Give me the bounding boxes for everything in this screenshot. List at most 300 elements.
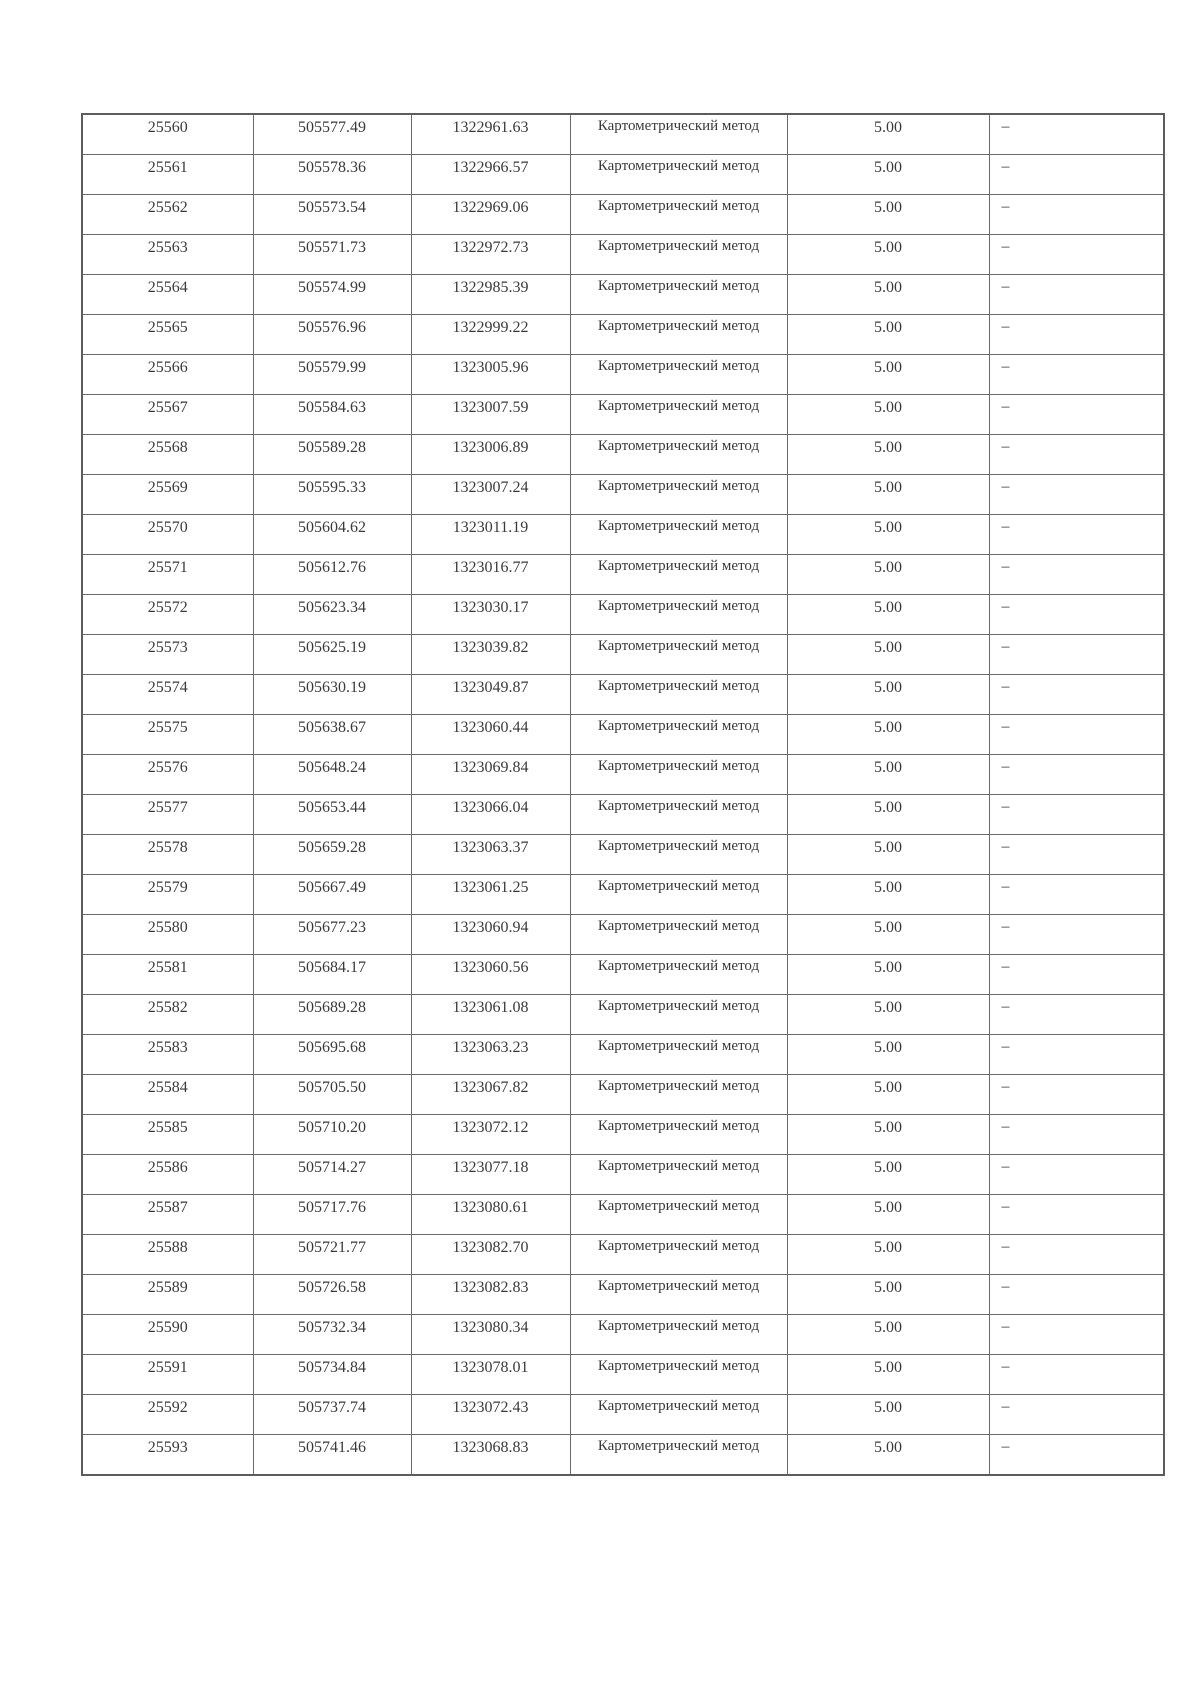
table-row <box>82 795 1164 835</box>
point-number-cell <box>82 635 253 675</box>
note-cell <box>989 955 1164 995</box>
x-coordinate-text: 505571.73 <box>298 239 366 256</box>
note-cell <box>989 1035 1164 1075</box>
accuracy-value-text: 5.00 <box>874 919 902 936</box>
accuracy-value-cell <box>787 114 989 155</box>
table-row <box>82 355 1164 395</box>
x-coordinate-cell <box>253 1155 411 1195</box>
y-coordinate-text: 1323060.44 <box>452 719 529 736</box>
x-coordinate-text: 505612.76 <box>298 559 366 576</box>
accuracy-value-text: 5.00 <box>874 159 902 176</box>
note-text: – <box>1001 278 1010 295</box>
table-row <box>82 955 1164 995</box>
method-text: Картометрический метод <box>597 1438 760 1454</box>
note-cell <box>989 1155 1164 1195</box>
point-number-cell <box>82 875 253 915</box>
method-text: Картометрический метод <box>597 1398 760 1414</box>
x-coordinate-cell <box>253 435 411 475</box>
x-coordinate-text: 505623.34 <box>298 599 366 616</box>
y-coordinate-cell <box>411 1435 570 1476</box>
table-row <box>82 1275 1164 1315</box>
accuracy-value-cell <box>787 1155 989 1195</box>
y-coordinate-text: 1323072.12 <box>452 1119 529 1136</box>
accuracy-value-text: 5.00 <box>874 399 902 416</box>
point-number-text: 25577 <box>147 799 188 816</box>
method-text: Картометрический метод <box>597 478 760 494</box>
method-text: Картометрический метод <box>597 1158 760 1174</box>
accuracy-value-text: 5.00 <box>874 719 902 736</box>
point-number-text: 25591 <box>147 1359 188 1376</box>
accuracy-value-text: 5.00 <box>874 239 902 256</box>
accuracy-value-text: 5.00 <box>874 799 902 816</box>
x-coordinate-text: 505726.58 <box>298 1279 366 1296</box>
method-cell <box>570 875 787 915</box>
x-coordinate-text: 505589.28 <box>298 439 366 456</box>
x-coordinate-text: 505630.19 <box>298 679 366 696</box>
y-coordinate-cell <box>411 195 570 235</box>
table-row <box>82 595 1164 635</box>
method-cell <box>570 555 787 595</box>
table-row <box>82 114 1164 155</box>
method-cell <box>570 715 787 755</box>
point-number-text: 25571 <box>147 559 188 576</box>
accuracy-value-text: 5.00 <box>874 679 902 696</box>
y-coordinate-cell <box>411 1315 570 1355</box>
accuracy-value-cell <box>787 355 989 395</box>
table-row <box>82 1075 1164 1115</box>
x-coordinate-text: 505659.28 <box>298 839 366 856</box>
y-coordinate-cell <box>411 835 570 875</box>
note-text: – <box>1001 1038 1010 1055</box>
table-row <box>82 275 1164 315</box>
point-number-cell <box>82 755 253 795</box>
note-cell <box>989 755 1164 795</box>
method-cell <box>570 1155 787 1195</box>
method-cell <box>570 1395 787 1435</box>
table-row <box>82 995 1164 1035</box>
note-text: – <box>1001 998 1010 1015</box>
point-number-text: 25588 <box>147 1239 188 1256</box>
x-coordinate-text: 505677.23 <box>298 919 366 936</box>
note-text: – <box>1001 798 1010 815</box>
x-coordinate-cell <box>253 315 411 355</box>
method-text: Картометрический метод <box>597 1238 760 1254</box>
point-number-cell <box>82 1355 253 1395</box>
point-number-cell <box>82 955 253 995</box>
method-text: Картометрический метод <box>597 1358 760 1374</box>
accuracy-value-cell <box>787 715 989 755</box>
accuracy-value-text: 5.00 <box>874 839 902 856</box>
y-coordinate-text: 1323072.43 <box>452 1399 529 1416</box>
accuracy-value-cell <box>787 955 989 995</box>
x-coordinate-text: 505578.36 <box>298 159 366 176</box>
point-number-text: 25566 <box>147 359 188 376</box>
point-number-cell <box>82 435 253 475</box>
x-coordinate-text: 505638.67 <box>298 719 366 736</box>
method-cell <box>570 195 787 235</box>
y-coordinate-cell <box>411 875 570 915</box>
point-number-cell <box>82 995 253 1035</box>
table-row <box>82 635 1164 675</box>
note-text: – <box>1001 518 1010 535</box>
note-text: – <box>1001 438 1010 455</box>
table-row <box>82 1155 1164 1195</box>
point-number-cell <box>82 1395 253 1435</box>
accuracy-value-cell <box>787 1315 989 1355</box>
accuracy-value-text: 5.00 <box>874 519 902 536</box>
y-coordinate-cell <box>411 755 570 795</box>
y-coordinate-cell <box>411 1195 570 1235</box>
method-cell <box>570 475 787 515</box>
note-cell <box>989 1275 1164 1315</box>
method-text: Картометрический метод <box>597 1038 760 1054</box>
y-coordinate-cell <box>411 1355 570 1395</box>
point-number-cell <box>82 515 253 555</box>
y-coordinate-cell <box>411 114 570 155</box>
y-coordinate-cell <box>411 435 570 475</box>
point-number-text: 25578 <box>147 839 188 856</box>
y-coordinate-cell <box>411 595 570 635</box>
method-cell <box>570 1195 787 1235</box>
y-coordinate-text: 1323011.19 <box>452 519 529 536</box>
method-cell <box>570 235 787 275</box>
note-cell <box>989 355 1164 395</box>
x-coordinate-cell <box>253 114 411 155</box>
x-coordinate-text: 505741.46 <box>298 1439 366 1456</box>
accuracy-value-cell <box>787 235 989 275</box>
note-text: – <box>1001 1078 1010 1095</box>
y-coordinate-text: 1323082.70 <box>452 1239 529 1256</box>
method-text: Картометрический метод <box>597 558 760 574</box>
x-coordinate-text: 505684.17 <box>298 959 366 976</box>
x-coordinate-cell <box>253 1435 411 1476</box>
table-row <box>82 315 1164 355</box>
x-coordinate-text: 505584.63 <box>298 399 366 416</box>
accuracy-value-cell <box>787 435 989 475</box>
method-cell <box>570 395 787 435</box>
y-coordinate-text: 1322969.06 <box>452 199 529 216</box>
x-coordinate-cell <box>253 1395 411 1435</box>
method-text: Картометрический метод <box>597 678 760 694</box>
table-row <box>82 835 1164 875</box>
method-cell <box>570 675 787 715</box>
method-cell <box>570 114 787 155</box>
point-number-text: 25562 <box>147 199 188 216</box>
point-number-cell <box>82 835 253 875</box>
accuracy-value-cell <box>787 195 989 235</box>
x-coordinate-cell <box>253 1075 411 1115</box>
note-text: – <box>1001 158 1010 175</box>
point-number-cell <box>82 1035 253 1075</box>
y-coordinate-cell <box>411 1115 570 1155</box>
x-coordinate-text: 505653.44 <box>298 799 366 816</box>
y-coordinate-cell <box>411 915 570 955</box>
method-cell <box>570 1355 787 1395</box>
point-number-text: 25568 <box>147 439 188 456</box>
note-cell <box>989 915 1164 955</box>
accuracy-value-text: 5.00 <box>874 1159 902 1176</box>
table-row <box>82 1355 1164 1395</box>
y-coordinate-text: 1323069.84 <box>452 759 529 776</box>
method-text: Картометрический метод <box>597 1078 760 1094</box>
method-text: Картометрический метод <box>597 1278 760 1294</box>
note-cell <box>989 395 1164 435</box>
note-cell <box>989 155 1164 195</box>
accuracy-value-cell <box>787 1355 989 1395</box>
x-coordinate-text: 505574.99 <box>298 279 366 296</box>
x-coordinate-cell <box>253 475 411 515</box>
note-cell <box>989 1315 1164 1355</box>
method-text: Картометрический метод <box>597 318 760 334</box>
point-number-text: 25576 <box>147 759 188 776</box>
accuracy-value-text: 5.00 <box>874 119 902 136</box>
note-text: – <box>1001 638 1010 655</box>
point-number-text: 25582 <box>147 999 188 1016</box>
point-number-cell <box>82 1075 253 1115</box>
point-number-cell <box>82 275 253 315</box>
point-number-text: 25574 <box>147 679 188 696</box>
note-text: – <box>1001 1158 1010 1175</box>
y-coordinate-text: 1323060.94 <box>452 919 529 936</box>
y-coordinate-text: 1322985.39 <box>452 279 529 296</box>
x-coordinate-cell <box>253 235 411 275</box>
table-row <box>82 675 1164 715</box>
y-coordinate-text: 1323078.01 <box>452 1359 529 1376</box>
accuracy-value-cell <box>787 275 989 315</box>
method-cell <box>570 1115 787 1155</box>
method-text: Картометрический метод <box>597 1118 760 1134</box>
point-number-text: 25564 <box>147 279 188 296</box>
table-row <box>82 755 1164 795</box>
note-text: – <box>1001 1318 1010 1335</box>
x-coordinate-text: 505573.54 <box>298 199 366 216</box>
x-coordinate-text: 505732.34 <box>298 1319 366 1336</box>
method-cell <box>570 435 787 475</box>
note-text: – <box>1001 1238 1010 1255</box>
accuracy-value-text: 5.00 <box>874 1119 902 1136</box>
accuracy-value-cell <box>787 1035 989 1075</box>
x-coordinate-cell <box>253 755 411 795</box>
x-coordinate-cell <box>253 915 411 955</box>
note-text: – <box>1001 1278 1010 1295</box>
accuracy-value-cell <box>787 875 989 915</box>
x-coordinate-cell <box>253 835 411 875</box>
method-cell <box>570 915 787 955</box>
accuracy-value-text: 5.00 <box>874 359 902 376</box>
note-cell <box>989 1355 1164 1395</box>
method-text: Картометрический метод <box>597 358 760 374</box>
table-row <box>82 875 1164 915</box>
accuracy-value-cell <box>787 1235 989 1275</box>
note-text: – <box>1001 358 1010 375</box>
accuracy-value-cell <box>787 835 989 875</box>
point-number-text: 25567 <box>147 399 188 416</box>
y-coordinate-text: 1322999.22 <box>452 319 529 336</box>
y-coordinate-cell <box>411 315 570 355</box>
point-number-cell <box>82 475 253 515</box>
x-coordinate-text: 505576.96 <box>298 319 366 336</box>
accuracy-value-text: 5.00 <box>874 1199 902 1216</box>
note-cell <box>989 515 1164 555</box>
note-cell <box>989 595 1164 635</box>
accuracy-value-text: 5.00 <box>874 279 902 296</box>
method-cell <box>570 835 787 875</box>
table-row <box>82 1235 1164 1275</box>
note-cell <box>989 1435 1164 1476</box>
accuracy-value-text: 5.00 <box>874 959 902 976</box>
note-text: – <box>1001 598 1010 615</box>
method-text: Картометрический метод <box>597 398 760 414</box>
accuracy-value-text: 5.00 <box>874 1279 902 1296</box>
x-coordinate-text: 505710.20 <box>298 1119 366 1136</box>
y-coordinate-text: 1323039.82 <box>452 639 529 656</box>
method-cell <box>570 955 787 995</box>
x-coordinate-cell <box>253 1035 411 1075</box>
y-coordinate-cell <box>411 155 570 195</box>
point-number-text: 25565 <box>147 319 188 336</box>
method-text: Картометрический метод <box>597 958 760 974</box>
accuracy-value-text: 5.00 <box>874 879 902 896</box>
method-text: Картометрический метод <box>597 638 760 654</box>
method-cell <box>570 755 787 795</box>
x-coordinate-text: 505604.62 <box>298 519 366 536</box>
point-number-cell <box>82 915 253 955</box>
point-number-cell <box>82 395 253 435</box>
method-text: Картометрический метод <box>597 598 760 614</box>
y-coordinate-text: 1323061.25 <box>452 879 529 896</box>
accuracy-value-text: 5.00 <box>874 559 902 576</box>
note-text: – <box>1001 558 1010 575</box>
y-coordinate-cell <box>411 995 570 1035</box>
accuracy-value-cell <box>787 1115 989 1155</box>
y-coordinate-text: 1323068.83 <box>452 1439 529 1456</box>
note-cell <box>989 875 1164 915</box>
y-coordinate-cell <box>411 555 570 595</box>
point-number-text: 25592 <box>147 1399 188 1416</box>
y-coordinate-cell <box>411 1075 570 1115</box>
y-coordinate-cell <box>411 235 570 275</box>
method-text: Картометрический метод <box>597 838 760 854</box>
y-coordinate-text: 1323077.18 <box>452 1159 529 1176</box>
note-text: – <box>1001 1438 1010 1455</box>
method-cell <box>570 1235 787 1275</box>
y-coordinate-cell <box>411 635 570 675</box>
x-coordinate-cell <box>253 635 411 675</box>
point-number-cell <box>82 595 253 635</box>
note-cell <box>989 715 1164 755</box>
y-coordinate-cell <box>411 1035 570 1075</box>
point-number-cell <box>82 715 253 755</box>
table-row <box>82 475 1164 515</box>
accuracy-value-text: 5.00 <box>874 759 902 776</box>
x-coordinate-cell <box>253 1235 411 1275</box>
note-cell <box>989 435 1164 475</box>
y-coordinate-text: 1322972.73 <box>452 239 529 256</box>
accuracy-value-cell <box>787 515 989 555</box>
x-coordinate-text: 505695.68 <box>298 1039 366 1056</box>
x-coordinate-cell <box>253 355 411 395</box>
accuracy-value-cell <box>787 315 989 355</box>
point-number-text: 25572 <box>147 599 188 616</box>
point-number-text: 25587 <box>147 1199 188 1216</box>
note-cell <box>989 1195 1164 1235</box>
method-text: Картометрический метод <box>597 998 760 1014</box>
note-cell <box>989 315 1164 355</box>
x-coordinate-text: 505734.84 <box>298 1359 366 1376</box>
point-number-text: 25585 <box>147 1119 188 1136</box>
point-number-cell <box>82 1155 253 1195</box>
method-cell <box>570 275 787 315</box>
method-cell <box>570 155 787 195</box>
accuracy-value-cell <box>787 635 989 675</box>
point-number-text: 25589 <box>147 1279 188 1296</box>
note-cell <box>989 275 1164 315</box>
table-row <box>82 715 1164 755</box>
note-cell <box>989 1395 1164 1435</box>
accuracy-value-cell <box>787 915 989 955</box>
x-coordinate-cell <box>253 555 411 595</box>
x-coordinate-text: 505625.19 <box>298 639 366 656</box>
accuracy-value-cell <box>787 1395 989 1435</box>
y-coordinate-text: 1323080.34 <box>452 1319 529 1336</box>
accuracy-value-text: 5.00 <box>874 1439 902 1456</box>
accuracy-value-cell <box>787 595 989 635</box>
note-text: – <box>1001 718 1010 735</box>
y-coordinate-text: 1323049.87 <box>452 679 529 696</box>
method-text: Картометрический метод <box>597 718 760 734</box>
table-row <box>82 1395 1164 1435</box>
x-coordinate-cell <box>253 955 411 995</box>
coordinates-table <box>81 113 1165 1476</box>
accuracy-value-cell <box>787 795 989 835</box>
y-coordinate-text: 1323066.04 <box>452 799 529 816</box>
point-number-cell <box>82 795 253 835</box>
y-coordinate-text: 1323063.23 <box>452 1039 529 1056</box>
y-coordinate-cell <box>411 475 570 515</box>
point-number-text: 25561 <box>147 159 188 176</box>
x-coordinate-cell <box>253 1275 411 1315</box>
method-cell <box>570 595 787 635</box>
point-number-cell <box>82 155 253 195</box>
method-text: Картометрический метод <box>597 198 760 214</box>
method-text: Картометрический метод <box>597 438 760 454</box>
x-coordinate-cell <box>253 995 411 1035</box>
x-coordinate-cell <box>253 1315 411 1355</box>
y-coordinate-text: 1323060.56 <box>452 959 529 976</box>
point-number-text: 25575 <box>147 719 188 736</box>
y-coordinate-cell <box>411 795 570 835</box>
note-cell <box>989 795 1164 835</box>
x-coordinate-cell <box>253 155 411 195</box>
accuracy-value-cell <box>787 1435 989 1476</box>
x-coordinate-text: 505737.74 <box>298 1399 366 1416</box>
y-coordinate-text: 1323080.61 <box>452 1199 529 1216</box>
note-text: – <box>1001 878 1010 895</box>
method-text: Картометрический метод <box>597 518 760 534</box>
method-cell <box>570 515 787 555</box>
point-number-text: 25586 <box>147 1159 188 1176</box>
x-coordinate-text: 505577.49 <box>298 119 366 136</box>
accuracy-value-text: 5.00 <box>874 1239 902 1256</box>
point-number-text: 25573 <box>147 639 188 656</box>
x-coordinate-text: 505705.50 <box>298 1079 366 1096</box>
method-text: Картометрический метод <box>597 1198 760 1214</box>
table-body <box>82 114 1164 1475</box>
x-coordinate-cell <box>253 715 411 755</box>
y-coordinate-cell <box>411 1235 570 1275</box>
note-cell <box>989 635 1164 675</box>
table-row <box>82 1035 1164 1075</box>
